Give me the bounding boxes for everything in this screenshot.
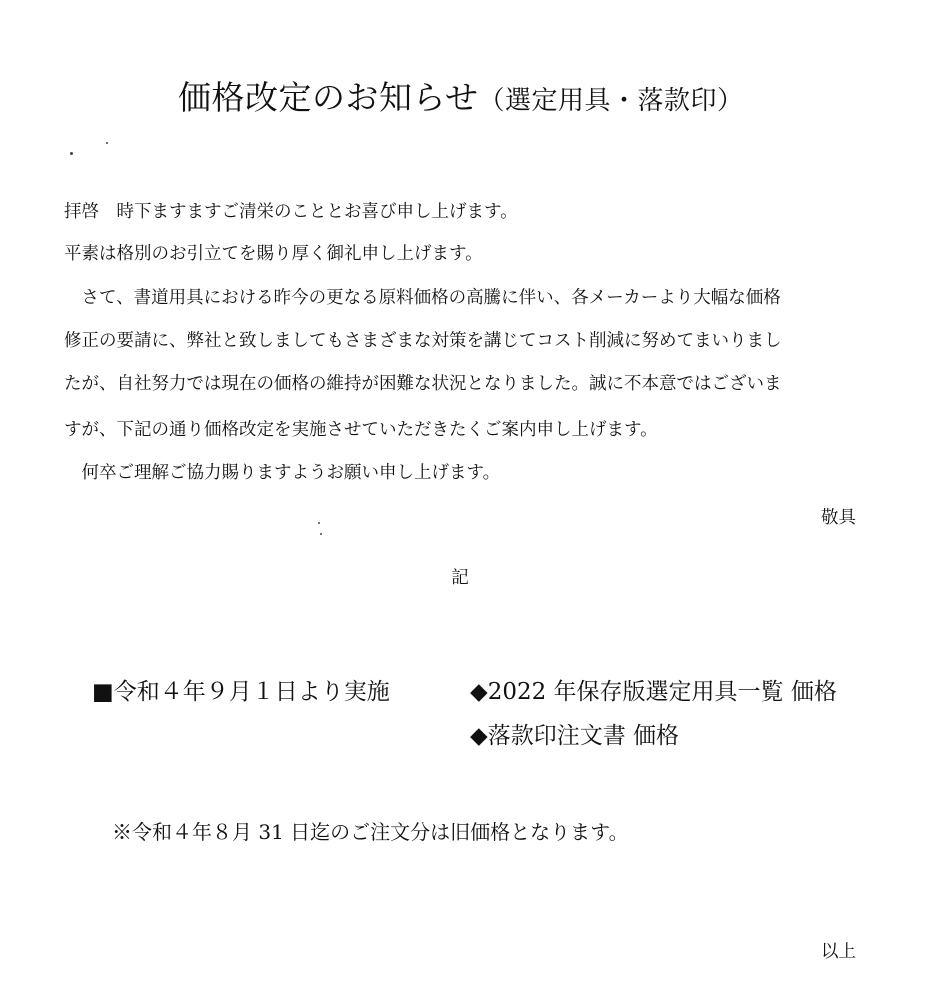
title-main: 価格改定のお知らせ — [178, 78, 479, 117]
old-price-note: ※令和４年８月 31 日迄のご注文分は旧価格となります。 — [112, 820, 629, 844]
scan-speck — [106, 142, 108, 144]
greeting-line: 平素は格別のお引立てを賜り厚く御礼申し上げます。 — [64, 244, 483, 264]
effective-date: ■令和４年９月１日より実施 — [92, 679, 390, 705]
body-line: たが、自社努力では現在の価格の維持が困難な状況となりました。誠に不本意ではございま — [64, 374, 782, 394]
item-line: ◆落款印注文書 価格 — [470, 723, 679, 749]
closing-ijou: 以上 — [821, 942, 856, 962]
scan-speck — [318, 522, 320, 524]
page-title — [178, 76, 818, 123]
item-line: ◆2022 年保存版選定用具一覧 価格 — [470, 679, 837, 705]
body-line: 何卒ご理解ご協力賜りますようお願い申し上げます。 — [64, 463, 501, 483]
ki-heading: 記 — [451, 568, 469, 588]
scan-speck — [320, 533, 322, 535]
body-line: すが、下記の通り価格改定を実施させていただきたくご案内申し上げます。 — [64, 420, 658, 440]
title-sub: （選定用具・落款印） — [478, 86, 744, 116]
closing-keigu: 敬具 — [821, 508, 856, 528]
body-line: さて、書道用具における昨今の更なる原料価格の高騰に伴い、各メーカーより大幅な価格 — [64, 288, 781, 308]
greeting-line: 拝啓 時下ますますご清栄のこととお喜び申し上げます。 — [64, 202, 518, 222]
body-line: 修正の要請に、弊社と致しましてもさまざまな対策を講じてコスト削減に努めてまいりまし — [64, 331, 782, 351]
scan-speck — [70, 152, 73, 155]
